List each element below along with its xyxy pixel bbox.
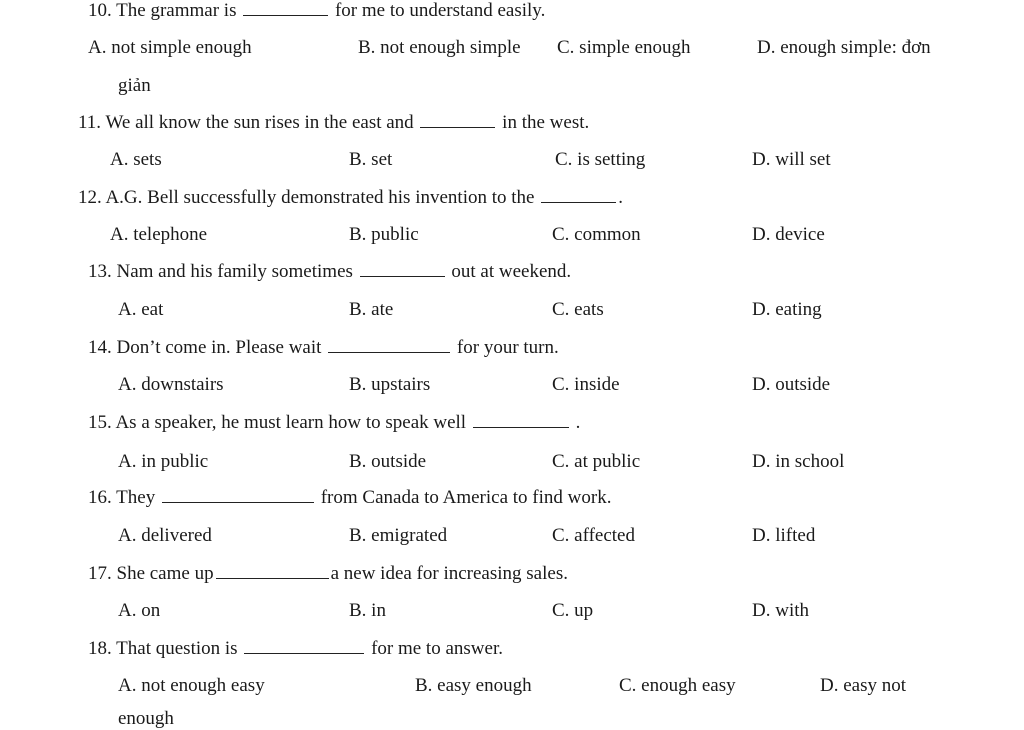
answer-blank [243, 0, 328, 16]
option-a: A. in public [118, 451, 209, 472]
option-d: D. enough simple: đơn [757, 37, 931, 58]
option-continuation: giản [118, 75, 151, 96]
question-text-after: from Canada to America to find work. [320, 487, 612, 508]
option-a: A. downstairs [118, 374, 224, 395]
question-text-before: That question is [116, 638, 238, 659]
question-number: 17. [88, 563, 112, 584]
option-b: B. emigrated [349, 525, 448, 546]
question-number: 15. [88, 412, 112, 433]
answer-blank [473, 412, 569, 428]
option-d: D. outside [752, 374, 831, 395]
option-a: A. on [118, 600, 161, 621]
question-18 [88, 638, 503, 660]
option-c: C. simple enough [557, 37, 691, 58]
option-b: B. upstairs [349, 374, 431, 395]
option-b: B. public [349, 224, 419, 245]
option-c: C. affected [552, 525, 635, 546]
question-17 [88, 563, 568, 585]
option-a: A. not enough easy [118, 675, 265, 696]
question-text-before: We all know the sun rises in the east and [105, 112, 414, 133]
question-text-after: for your turn. [456, 337, 559, 358]
option-a: A. telephone [110, 224, 208, 245]
question-11 [78, 112, 589, 134]
answer-blank [420, 112, 495, 128]
answer-blank [541, 187, 616, 203]
option-c: C. inside [552, 374, 620, 395]
option-continuation: enough [118, 708, 174, 729]
answer-blank [216, 563, 329, 579]
question-16 [88, 487, 611, 509]
option-b: B. not enough simple [358, 37, 521, 58]
question-text-before: They [116, 487, 156, 508]
option-b: B. easy enough [415, 675, 532, 696]
option-a: A. not simple enough [88, 37, 252, 58]
question-text-before: Nam and his family sometimes [116, 261, 353, 282]
question-number: 11. [78, 112, 102, 133]
question-text-after: in the west. [502, 112, 590, 133]
option-d: D. eating [752, 299, 822, 320]
question-14 [88, 337, 559, 359]
question-text-after: . [575, 412, 581, 433]
question-10 [88, 0, 545, 22]
question-15 [88, 412, 580, 434]
option-c: C. common [552, 224, 641, 245]
question-text-before: The grammar is [116, 0, 237, 21]
answer-blank [162, 487, 314, 503]
question-text-after: for me to answer. [371, 638, 503, 659]
question-number: 16. [88, 487, 112, 508]
question-number: 10. [88, 0, 112, 21]
option-a: A. sets [110, 149, 162, 170]
option-d: D. with [752, 600, 809, 621]
question-text-after: a new idea for increasing sales. [330, 563, 568, 584]
question-text-before: A.G. Bell successfully demonstrated his invention to the [105, 187, 535, 208]
question-text-after: out at weekend. [451, 261, 572, 282]
option-b: B. set [349, 149, 393, 170]
answer-blank [244, 638, 364, 654]
option-d: D. in school [752, 451, 845, 472]
question-text-before: As a speaker, he must learn how to speak well [115, 412, 467, 433]
answer-blank [328, 337, 450, 353]
question-12 [78, 187, 623, 209]
option-d: D. will set [752, 149, 831, 170]
question-text-before: Don’t come in. Please wait [116, 337, 322, 358]
question-number: 14. [88, 337, 112, 358]
question-13 [88, 261, 571, 283]
option-c: C. at public [552, 451, 641, 472]
question-text-after: . [618, 187, 623, 208]
option-c: C. is setting [555, 149, 646, 170]
option-d: D. device [752, 224, 825, 245]
option-c: C. up [552, 600, 594, 621]
option-b: B. in [349, 600, 386, 621]
option-c: C. enough easy [619, 675, 736, 696]
question-number: 13. [88, 261, 112, 282]
answer-blank [360, 261, 445, 277]
option-d: D. lifted [752, 525, 816, 546]
option-a: A. eat [118, 299, 164, 320]
question-number: 12. [78, 187, 102, 208]
question-text-after: for me to understand easily. [334, 0, 546, 21]
option-b: B. ate [349, 299, 394, 320]
option-b: B. outside [349, 451, 427, 472]
option-d: D. easy not [820, 675, 907, 696]
option-c: C. eats [552, 299, 604, 320]
question-text-before: She came up [116, 563, 214, 584]
option-a: A. delivered [118, 525, 212, 546]
question-number: 18. [88, 638, 112, 659]
